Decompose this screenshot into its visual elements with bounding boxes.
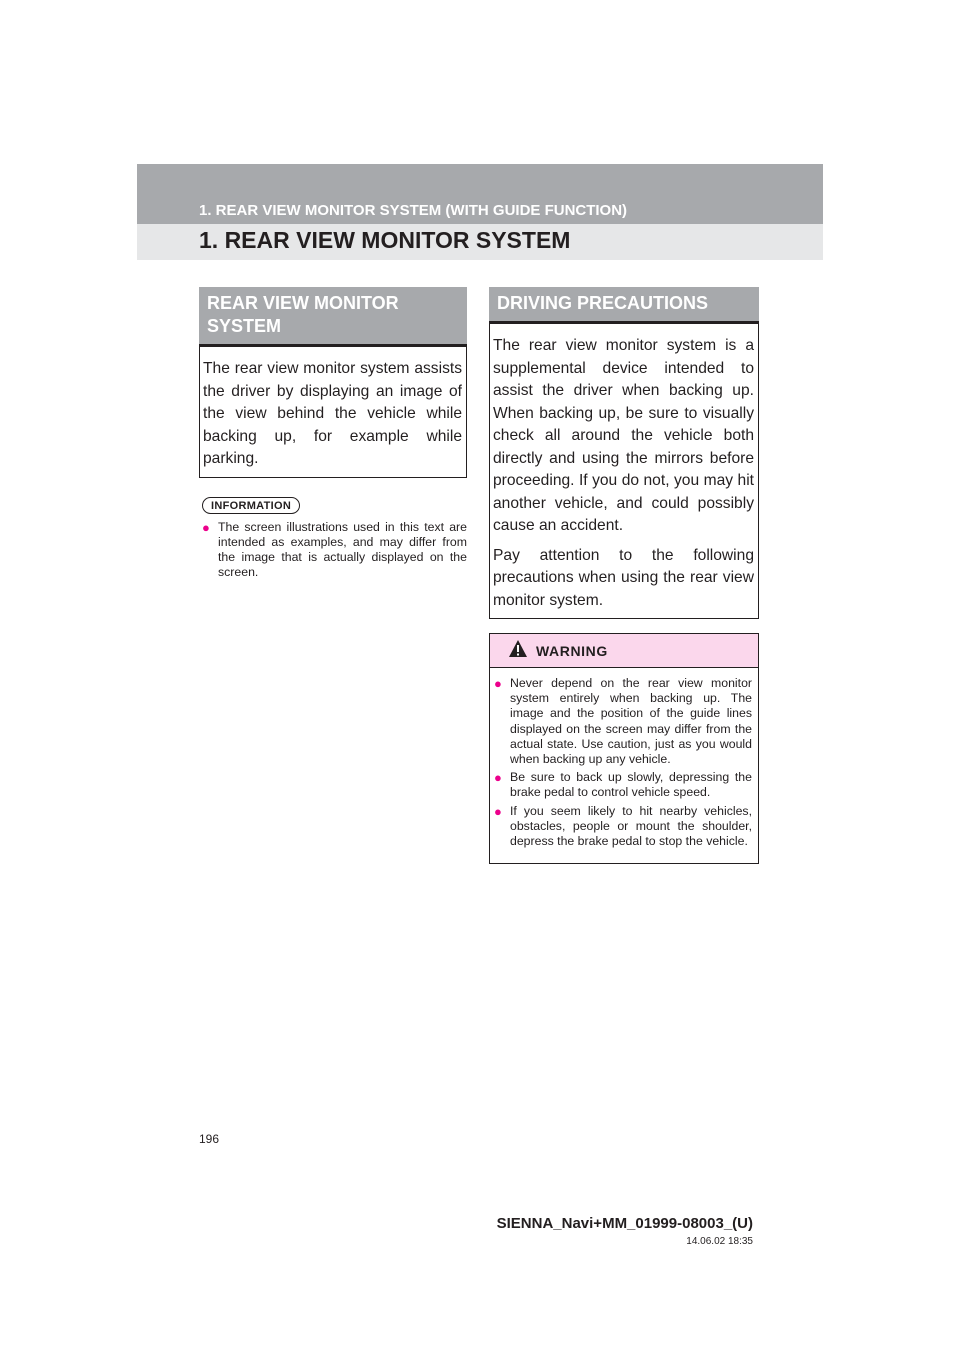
- information-badge: INFORMATION: [202, 497, 300, 514]
- warning-list: [490, 668, 758, 863]
- document-code: SIENNA_Navi+MM_01999-08003_(U): [496, 1215, 753, 1232]
- warning-triangle-icon: [508, 639, 528, 658]
- section-paragraph: The rear view monitor system is a supplemental device intended to assist the driver when backing up. When backing up, be sure to visually check all around the vehicle both directly and using the mirrors before proceeding. If you do not, you may hit another vehicle, and could possibly cause an accident.: [493, 337, 754, 534]
- information-list: [202, 520, 467, 581]
- bullet-icon: ●: [202, 519, 210, 535]
- page-number: 196: [199, 1132, 220, 1146]
- warning-item: [494, 804, 752, 850]
- warning-text: Be sure to back up slowly, depressing the brake pedal to control vehicle speed.: [510, 770, 752, 800]
- information-block: [199, 496, 467, 581]
- section-body: [199, 347, 467, 478]
- driving-precautions-section: [489, 287, 759, 619]
- section-body: [489, 324, 759, 619]
- information-item: [202, 520, 467, 581]
- section-heading: DRIVING PRECAUTIONS: [489, 287, 759, 324]
- section-heading: REAR VIEW MONITOR SYSTEM: [199, 287, 467, 347]
- rear-view-monitor-section: [199, 287, 467, 478]
- warning-title: WARNING: [536, 643, 608, 659]
- warning-text: If you seem likely to hit nearby vehicles, obstacles, people or mount the shoulder, depress the brake pedal to stop the vehicle.: [510, 803, 752, 849]
- bullet-icon: ●: [494, 770, 502, 786]
- page-title: 1. REAR VIEW MONITOR SYSTEM: [199, 227, 571, 253]
- header-band: [137, 164, 823, 224]
- right-column: [489, 287, 759, 864]
- information-text: The screen illustrations used in this text are intended as examples, and may differ from the image that is actually displayed on the screen.: [218, 519, 467, 580]
- warning-text: Never depend on the rear view monitor system entirely when backing up. The image and the position of the guide lines displayed on the screen may differ from the actual state. Use caution, just as you would when backing up any vehicle.: [510, 676, 752, 767]
- left-column: [199, 287, 467, 580]
- warning-item: [494, 770, 752, 800]
- warning-box: [489, 633, 759, 864]
- section-label: 1. REAR VIEW MONITOR SYSTEM (WITH GUIDE FUNCTION): [199, 202, 628, 219]
- section-paragraph: The rear view monitor system assists the driver by displaying an image of the view behind the vehicle while backing up, for example while parking.: [203, 360, 462, 467]
- warning-item: [494, 676, 752, 767]
- print-timestamp: 14.06.02 18:35: [686, 1236, 753, 1247]
- bullet-icon: ●: [494, 676, 502, 691]
- section-paragraph: Pay attention to the following precautions when using the rear view monitor system.: [493, 546, 754, 609]
- bullet-icon: ●: [494, 803, 502, 819]
- warning-header: [490, 634, 758, 668]
- title-band: [137, 224, 823, 260]
